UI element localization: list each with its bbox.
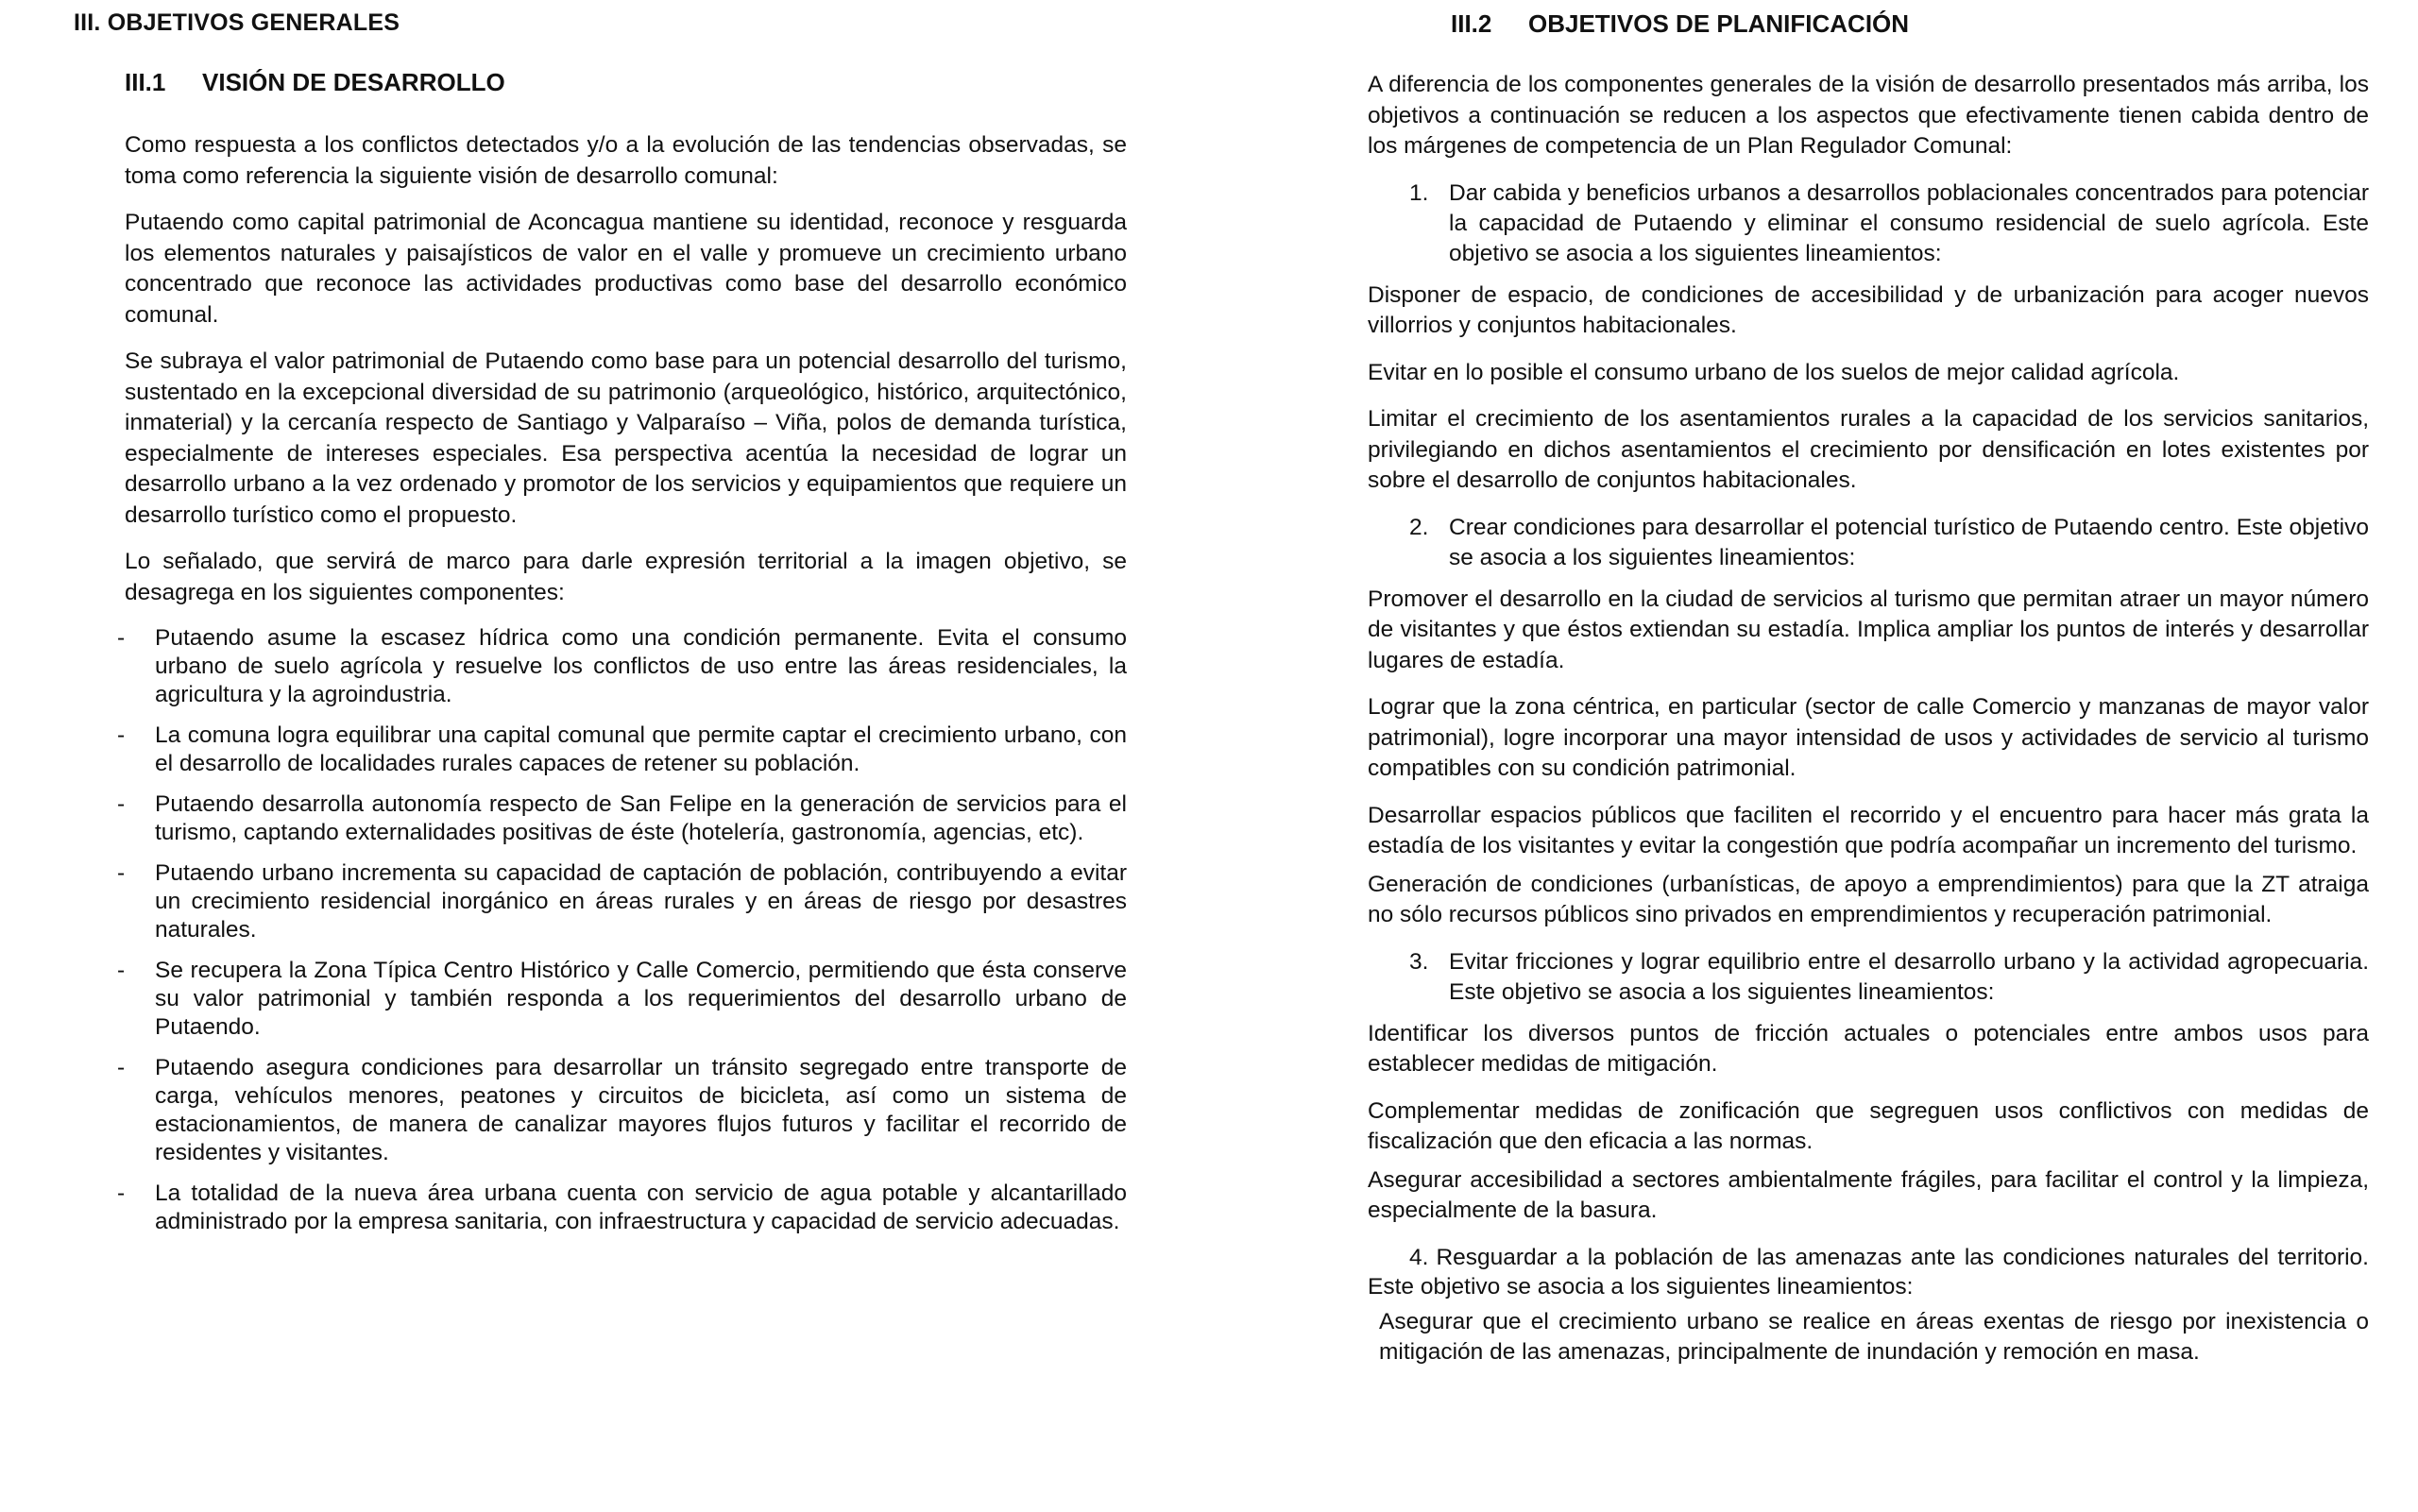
list-item: - Putaendo urbano incrementa su capacidad de captación de población, contribuyendo a evitar un crecimiento residencial inorgánico en áreas rurales y en áreas de riesgo por desastres naturales.	[117, 860, 1127, 943]
components-list	[74, 624, 1127, 1236]
bullet-dash: -	[117, 625, 126, 651]
list-item: - Putaendo asume la escasez hídrica como una condición permanente. Evita el consumo urbano de suelo agrícola y resuelve los conflictos de uso entre las áreas residenciales, la agricultura y la agroindustria.	[117, 625, 1127, 707]
guideline: Limitar el crecimiento de los asentamientos rurales a la capacidad de los servicios sanitarios, privilegiando en dichos asentamientos el crecimiento por densificación en lotes existentes por sobre el desarrollo de conjuntos habitacionales.	[1368, 406, 2369, 493]
objective-number: 4.	[1409, 1244, 1429, 1270]
vision-body	[117, 130, 1127, 1249]
subheading-number: III.1	[125, 68, 166, 96]
list-item: - La totalidad de la nueva área urbana cuenta con servicio de agua potable y alcantarillado administrado por la empresa sanitaria, con infraestructura y capacidad de servicio adecuadas.	[117, 1181, 1127, 1234]
objective-number: 3.	[1409, 948, 1429, 975]
subheading-title: VISIÓN DE DESARROLLO	[202, 68, 505, 96]
list-item: - Putaendo desarrolla autonomía respecto de San Felipe en la generación de servicios para el turismo, captando externalidades positivas de éste (hotelería, gastronomía, agencias, etc).	[117, 791, 1127, 845]
bullet-dash: -	[117, 1181, 126, 1206]
guideline: Evitar en lo posible el consumo urbano de los suelos de mejor calidad agrícola.	[1368, 359, 2180, 385]
guideline: Disponer de espacio, de condiciones de accesibilidad y de urbanización para acoger nuevos villorrios y conjuntos habitacionales.	[1368, 281, 2369, 338]
objective-item: 3. Evitar fricciones y lograr equilibrio entre el desarrollo urbano y la actividad agropecuaria. Este objetivo se asocia a los siguientes lineamientos:	[1409, 948, 2369, 1005]
paragraph: Lo señalado, que servirá de marco para darle expresión territorial a la imagen objetivo, se desagrega en los siguientes componentes:	[125, 549, 1127, 605]
paragraph: Putaendo como capital patrimonial de Aconcagua mantiene su identidad, reconoce y resguarda los elementos naturales y paisajísticos de valor en el valle y promueve un crecimiento urbano concentrado que reconoce las actividades productivas como base del desarrollo económico comunal.	[125, 210, 1127, 328]
list-item: - La comuna logra equilibrar una capital comunal que permite captar el crecimiento urbano, con el desarrollo de localidades rurales capaces de retener su población.	[117, 722, 1127, 776]
subheading-planning	[1451, 9, 1909, 39]
objective-item: 2. Crear condiciones para desarrollar el potencial turístico de Putaendo centro. Este objetivo se asocia a los siguientes lineamientos:	[1409, 514, 2369, 570]
bullet-dash: -	[117, 722, 126, 748]
list-item: - Se recupera la Zona Típica Centro Histórico y Calle Comercio, permitiendo que ésta conserve su valor patrimonial y también responda a los requerimientos del desarrollo urbano de Putaendo.	[117, 958, 1127, 1040]
bullet-dash: -	[117, 1055, 126, 1080]
planning-body	[1368, 70, 2369, 1385]
objective-number: 2.	[1409, 514, 1429, 540]
objective-item: 4. Resguardar a la población de las amenazas ante las condiciones naturales del territorio. Este objetivo se asocia a los siguientes lineamientos:	[1368, 1244, 2369, 1300]
section-heading: III. OBJETIVOS GENERALES	[74, 9, 400, 36]
subheading-vision	[125, 68, 505, 97]
bullet-dash: -	[117, 860, 126, 886]
paragraph: Se subraya el valor patrimonial de Putaendo como base para un potencial desarrollo del turismo, sustentado en la excepcional diversidad de su patrimonio (arqueológico, histórico, arquitectónico, inmaterial) y la cercanía respecto de Santiago y Valparaíso – Viña, polos de demanda turística, especialmente de intereses especiales. Esa perspectiva acentúa la necesidad de lograr un desarrollo urbano a la vez ordenado y promotor de los servicios y equipamientos que requiere un desarrollo turístico como el propuesto.	[125, 348, 1127, 528]
list-item: - Putaendo asegura condiciones para desarrollar un tránsito segregado entre transporte de carga, vehículos menores, peatones y circuitos de bicicleta, así como un sistema de estacionamientos, de manera de canalizar mayores flujos futuros y facilitar el recorrido de residentes y visitantes.	[117, 1055, 1127, 1165]
guideline: Desarrollar espacios públicos que faciliten el recorrido y el encuentro para hacer más grata la estadía de los visitantes y evitar la congestión que podría acompañar un incremento del turismo.	[1368, 802, 2369, 858]
bullet-dash: -	[117, 791, 126, 817]
objective-number: 1.	[1409, 179, 1429, 206]
guideline: Asegurar accesibilidad a sectores ambientalmente frágiles, para facilitar el control y la limpieza, especialmente de la basura.	[1368, 1166, 2369, 1223]
objective-item: 1. Dar cabida y beneficios urbanos a desarrollos poblacionales concentrados para potenciar la capacidad de Putaendo y eliminar el consumo residencial de suelo agrícola. Este objetivo se asocia a los siguientes lineamientos:	[1409, 179, 2369, 266]
intro-paragraph: A diferencia de los componentes generales de la visión de desarrollo presentados más arriba, los objetivos a continuación se reducen a los aspectos que efectivamente tienen cabida dentro de los márgenes de competencia de un Plan Regulador Comunal:	[1368, 72, 2369, 159]
guideline: Identificar los diversos puntos de fricción actuales o potenciales entre ambos usos para establecer medidas de mitigación.	[1368, 1020, 2369, 1077]
bullet-dash: -	[117, 958, 126, 983]
subheading-title: OBJETIVOS DE PLANIFICACIÓN	[1528, 9, 1910, 38]
guideline: Lograr que la zona céntrica, en particular (sector de calle Comercio y manzanas de mayor valor patrimonial), logre incorporar una mayor intensidad de usos y actividades de servicio al turismo compatibles con su condición patrimonial.	[1368, 694, 2369, 781]
guideline: Generación de condiciones (urbanísticas, de apoyo a emprendimientos) para que la ZT atraiga no sólo recursos públicos sino privados en emprendimientos y recuperación patrimonial.	[1368, 871, 2369, 927]
subheading-number: III.2	[1451, 9, 1492, 38]
guideline: Complementar medidas de zonificación que segreguen usos conflictivos con medidas de fiscalización que den eficacia a las normas.	[1368, 1097, 2369, 1154]
paragraph: Como respuesta a los conflictos detectados y/o a la evolución de las tendencias observadas, se toma como referencia la siguiente visión de desarrollo comunal:	[125, 132, 1127, 189]
guideline: Asegurar que el crecimiento urbano se realice en áreas exentas de riesgo por inexistencia o mitigación de las amenazas, principalmente de inundación y remoción en masa.	[1379, 1308, 2369, 1365]
guideline: Promover el desarrollo en la ciudad de servicios al turismo que permitan atraer un mayor número de visitantes y que éstos extiendan su estadía. Implica ampliar los puntos de interés y desarrollar lugares de estadía.	[1368, 586, 2369, 673]
